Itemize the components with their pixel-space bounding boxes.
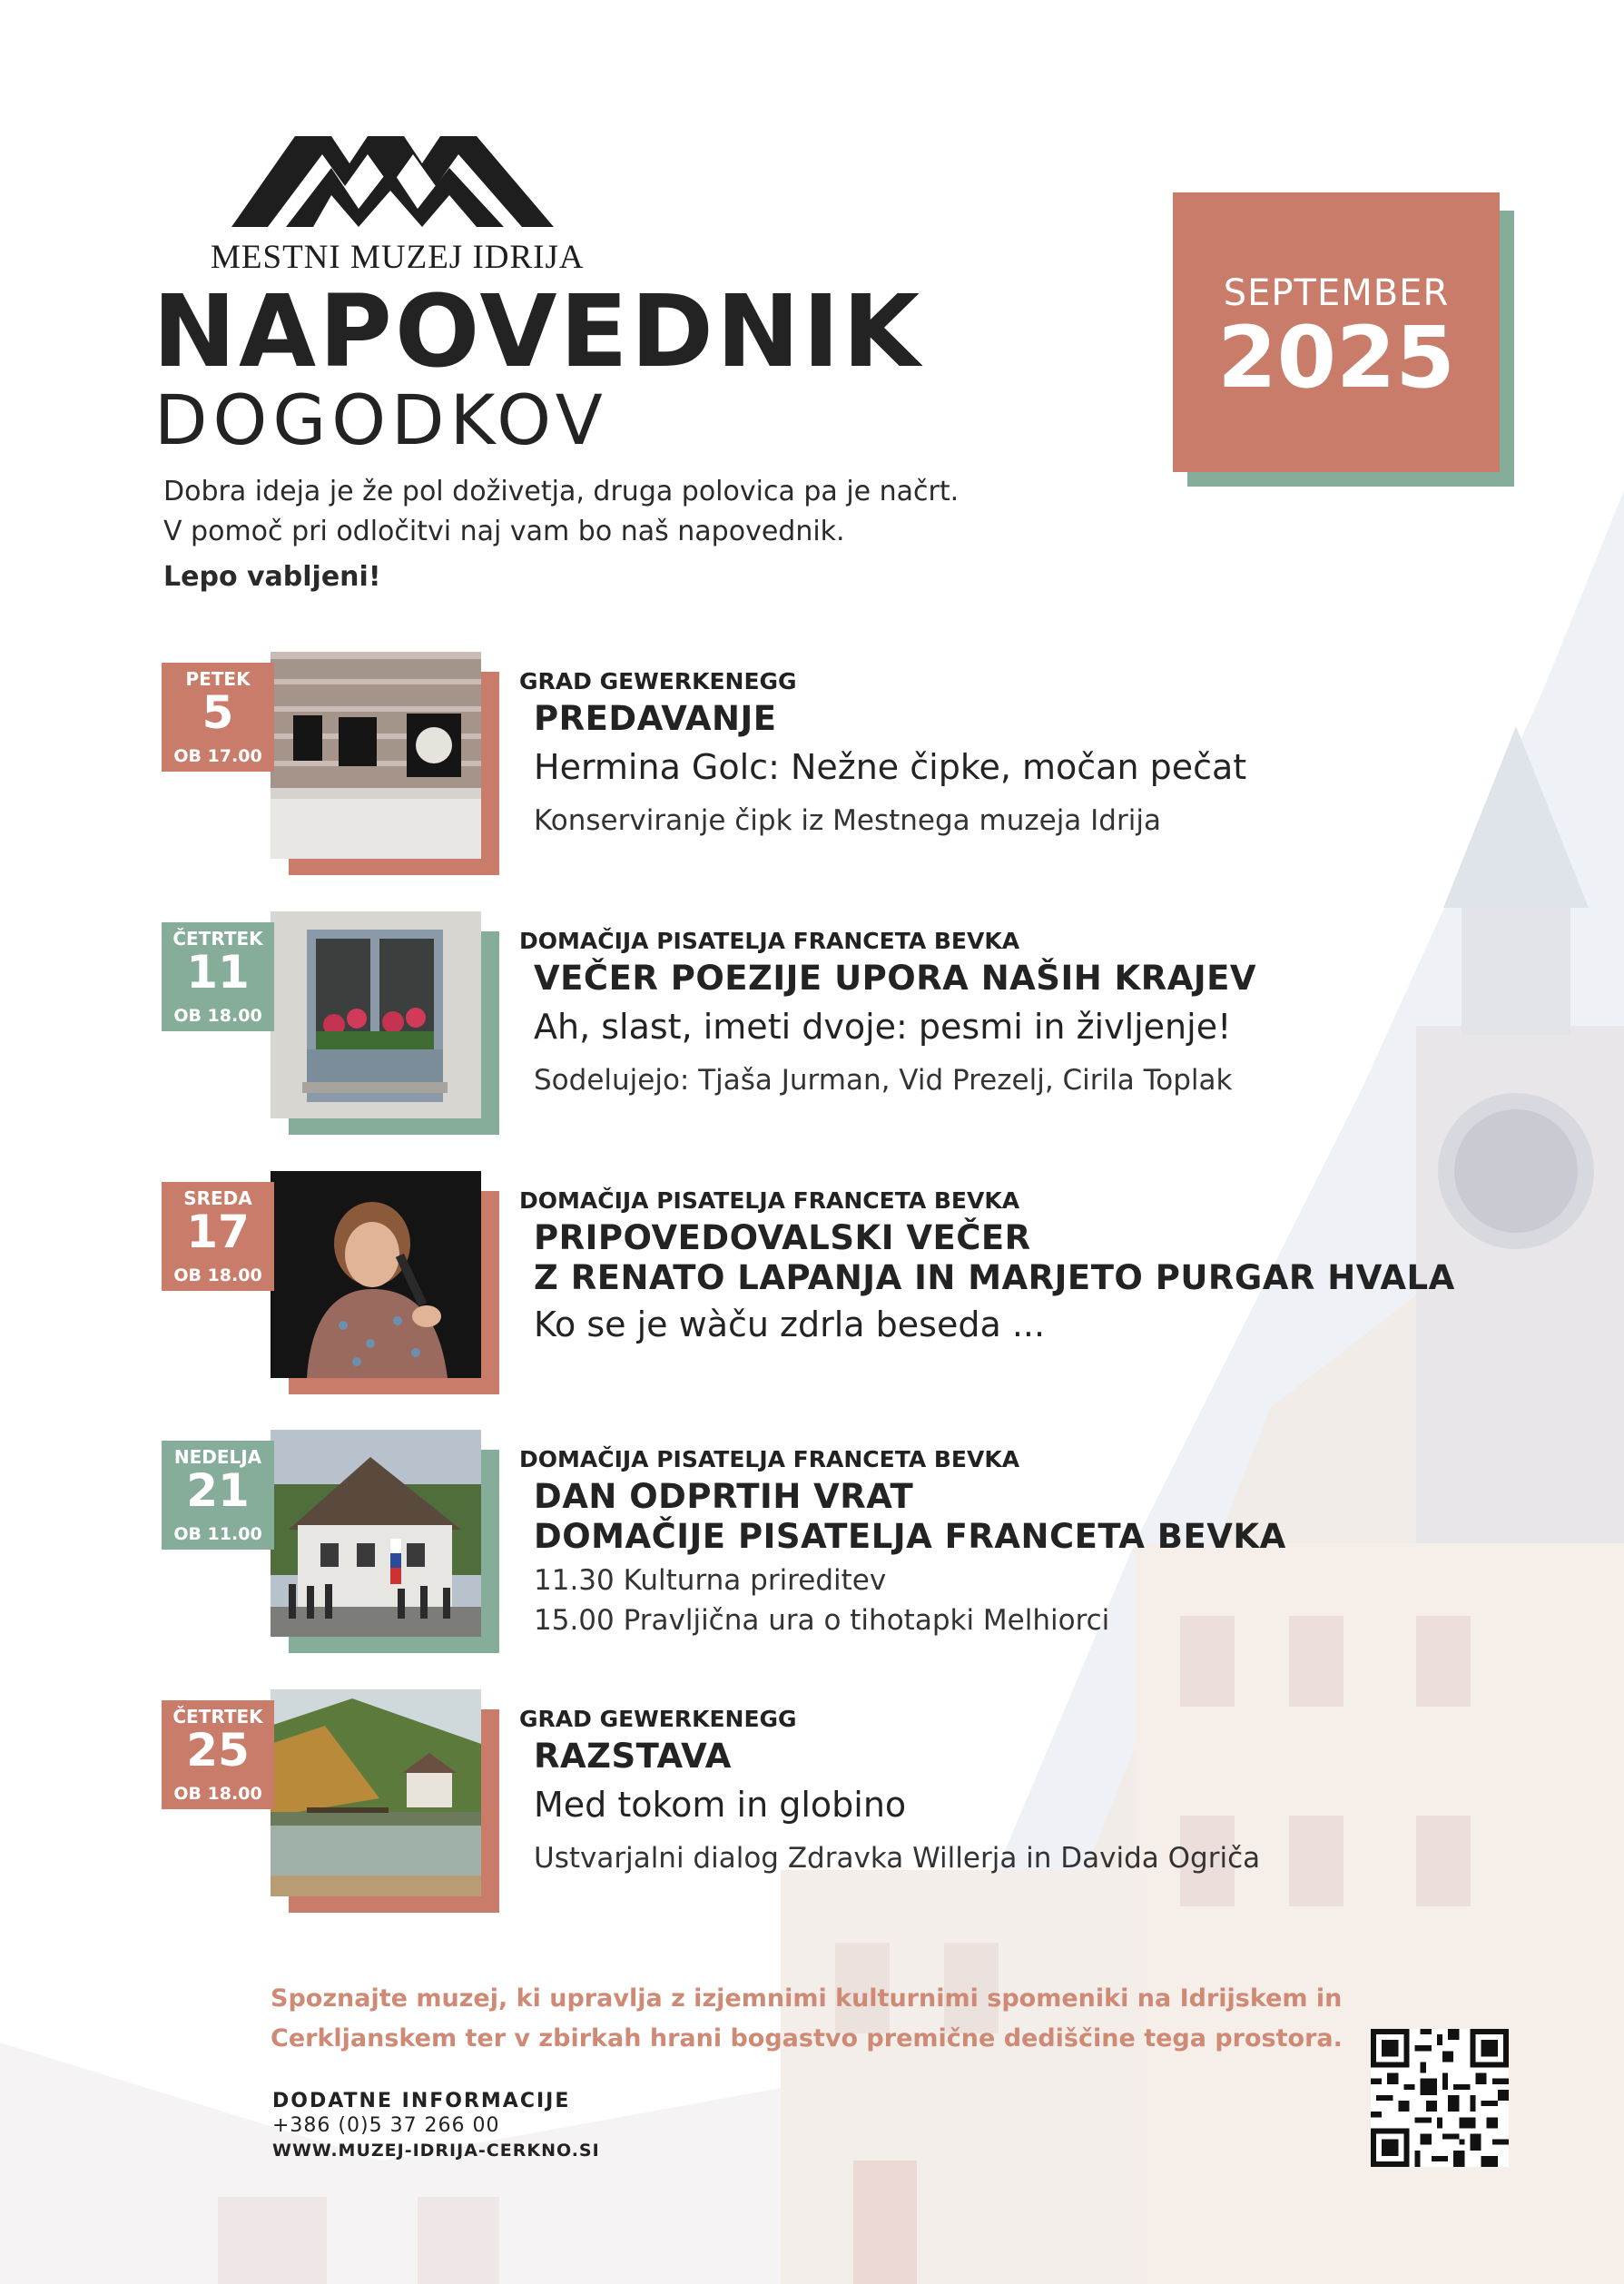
event-subtitle: Med tokom in globino [534,1785,907,1825]
page-subtitle: DOGODKOV [154,379,608,460]
event-location: DOMAČIJA PISATELJA FRANCETA BEVKA [519,1187,1020,1214]
event-item [0,904,1624,1140]
event-title [534,1218,1455,1298]
event-day: ČETRTEK [172,1706,263,1728]
welcome-text: Lepo vabljeni! [163,561,381,593]
event-day: PETEK [185,668,251,690]
event-detail: Sodelujejo: Tjaša Jurman, Vid Prezelj, Cirila Toplak [534,1064,1233,1097]
museum-name: MESTNI MUZEJ IDRIJA [211,239,585,276]
date-badge [162,1700,274,1809]
event-title [534,699,777,739]
event-title [534,959,1256,999]
contact-website[interactable]: WWW.MUZEJ-IDRIJA-CERKNO.SI [272,2141,600,2161]
event-date: 25 [186,1724,250,1777]
lace-exhibition-photo [271,652,481,859]
contact-info [272,2090,600,2161]
event-date: 11 [186,946,250,999]
window-flowers-photo [271,911,481,1118]
promo-text [271,1979,1343,2059]
event-day: NEDELJA [173,1446,262,1468]
qr-code-icon[interactable] [1371,2029,1509,2167]
event-location: DOMAČIJA PISATELJA FRANCETA BEVKA [519,928,1020,954]
event-date: 17 [186,1206,250,1258]
month-box [1173,192,1500,472]
event-title-line: VEČER POEZIJE UPORA NAŠIH KRAJEV [534,959,1257,998]
event-title [534,1737,732,1777]
landscape-painting-photo [271,1689,481,1896]
event-time: OB 18.00 [173,1265,262,1285]
event-item [0,1682,1624,1918]
intro-text [163,472,959,597]
event-title [534,1477,1286,1557]
event-day: ČETRTEK [172,928,263,950]
event-detail: Konserviranje čipk iz Mestnega muzeja Idrija [534,804,1161,837]
event-item [0,645,1624,881]
month-year: 2025 [1217,309,1455,408]
event-subtitle: Ah, slast, imeti dvoje: pesmi in življenje! [534,1007,1232,1047]
museum-logo-icon [231,127,554,236]
event-location: DOMAČIJA PISATELJA FRANCETA BEVKA [519,1446,1020,1472]
event-title-line: DAN ODPRTIH VRAT [534,1477,914,1516]
event-subtitle: Ko se je wàču zdrla beseda ... [534,1304,1046,1344]
event-time: OB 18.00 [173,1006,262,1026]
date-badge [162,663,274,772]
page-title: NAPOVEDNIK [153,273,923,389]
event-title-line: PRIPOVEDOVALSKI VEČER [534,1218,1031,1257]
event-title-line: RAZSTAVA [534,1737,732,1776]
event-title-line: DOMAČIJE PISATELJA FRANCETA BEVKA [534,1517,1286,1556]
event-date: 5 [202,686,234,739]
date-badge [162,1441,274,1550]
event-detail: 15.00 Pravljična ura o tihotapki Melhiorci [534,1604,1110,1637]
event-item [0,1423,1624,1659]
event-time: OB 17.00 [173,746,262,766]
event-detail: Ustvarjalni dialog Zdravka Willerja in Davida Ogriča [534,1842,1261,1875]
contact-label: DODATNE INFORMACIJE [272,2090,571,2112]
month-name: SEPTEMBER [1223,272,1450,314]
event-item [0,1164,1624,1400]
event-detail: 11.30 Kulturna prireditev [534,1564,887,1597]
promo-line: Cerkljanskem ter v zbirkah hrani bogastvo premične dediščine tega prostora. [271,2024,1343,2053]
date-badge [162,922,274,1031]
event-date: 21 [186,1464,250,1517]
house-open-day-photo [271,1430,481,1637]
intro-line: Dobra ideja je že pol doživetja, druga polovica pa je načrt. [163,476,960,507]
event-title-line: Z RENATO LAPANJA IN MARJETO PURGAR HVALA [534,1258,1455,1297]
intro-line: V pomoč pri odločitvi naj vam bo naš napovednik. [163,516,845,547]
event-subtitle: Hermina Golc: Nežne čipke, močan pečat [534,747,1247,787]
event-location: GRAD GEWERKENEGG [519,668,797,694]
event-day: SREDA [183,1187,252,1209]
event-title-line: PREDAVANJE [534,699,777,738]
contact-phone[interactable]: +386 (0)5 37 266 00 [272,2114,500,2137]
event-time: OB 11.00 [173,1524,262,1544]
event-location: GRAD GEWERKENEGG [519,1706,797,1732]
event-time: OB 18.00 [173,1784,262,1804]
promo-line: Spoznajte muzej, ki upravlja z izjemnimi kulturnimi spomeniki na Idrijskem in [271,1984,1343,2013]
date-badge [162,1182,274,1291]
storyteller-photo [271,1171,481,1378]
